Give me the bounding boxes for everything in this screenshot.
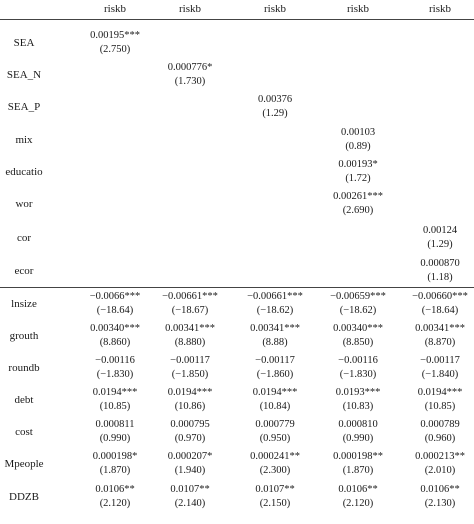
coefficient-cell: 0.000241** — [250, 451, 300, 462]
t-stat-cell: (−1.830) — [96, 369, 134, 380]
column-header: riskb — [179, 3, 201, 15]
t-stat-cell: (−1.840) — [421, 369, 459, 380]
coefficient-cell: 0.000811 — [95, 419, 135, 430]
row-label: grouth — [9, 330, 39, 342]
t-stat-cell: (2.300) — [259, 465, 291, 476]
coefficient-cell: 0.000198** — [333, 451, 383, 462]
t-stat-cell: (1.29) — [427, 239, 453, 250]
t-stat-cell: (8.880) — [174, 337, 206, 348]
t-stat-cell: (10.86) — [174, 401, 206, 412]
t-stat-cell: (8.870) — [424, 337, 456, 348]
t-stat-cell: (−1.830) — [339, 369, 377, 380]
t-stat-cell: (2.750) — [99, 44, 131, 55]
t-stat-cell: (1.29) — [262, 108, 288, 119]
row-label: roundb — [8, 362, 40, 374]
t-stat-cell: (10.85) — [99, 401, 131, 412]
t-stat-cell: (0.970) — [174, 433, 206, 444]
t-stat-cell: (−1.860) — [256, 369, 294, 380]
coefficient-cell: −0.00659*** — [330, 291, 386, 302]
coefficient-cell: 0.00341*** — [165, 323, 215, 334]
coefficient-cell: −0.00117 — [255, 355, 295, 366]
t-stat-cell: (−1.850) — [171, 369, 209, 380]
t-stat-cell: (1.940) — [174, 465, 206, 476]
coefficient-cell: 0.0106** — [420, 484, 460, 495]
t-stat-cell: (−18.62) — [256, 305, 294, 316]
coefficient-cell: 0.000213** — [415, 451, 465, 462]
coefficient-cell: 0.00124 — [422, 225, 458, 236]
row-label: debt — [14, 394, 34, 406]
row-label: mix — [15, 134, 33, 146]
t-stat-cell: (0.960) — [424, 433, 456, 444]
t-stat-cell: (1.870) — [99, 465, 131, 476]
t-stat-cell: (−18.67) — [171, 305, 209, 316]
row-label: cor — [16, 232, 32, 244]
coefficient-cell: 0.0194*** — [167, 387, 213, 398]
row-label: SEA_N — [6, 69, 42, 81]
row-label: SEA_P — [7, 101, 41, 113]
coefficient-cell: −0.00117 — [420, 355, 460, 366]
coefficient-cell: 0.0107** — [170, 484, 210, 495]
table-top-rule — [0, 19, 474, 20]
t-stat-cell: (10.83) — [342, 401, 374, 412]
t-stat-cell: (2.130) — [424, 498, 456, 509]
coefficient-cell: 0.00341*** — [250, 323, 300, 334]
row-label: DDZB — [9, 491, 39, 503]
coefficient-cell: 0.0107** — [255, 484, 295, 495]
t-stat-cell: (1.72) — [345, 173, 371, 184]
t-stat-cell: (1.18) — [427, 272, 453, 283]
coefficient-cell: 0.00340*** — [333, 323, 383, 334]
t-stat-cell: (0.990) — [99, 433, 131, 444]
coefficient-cell: −0.00661*** — [247, 291, 303, 302]
coefficient-cell: −0.00661*** — [162, 291, 218, 302]
t-stat-cell: (2.120) — [342, 498, 374, 509]
coefficient-cell: 0.000207* — [167, 451, 213, 462]
coefficient-cell: 0.00376 — [257, 94, 293, 105]
column-header: riskb — [264, 3, 286, 15]
coefficient-cell: 0.0106** — [95, 484, 135, 495]
t-stat-cell: (10.84) — [259, 401, 291, 412]
coefficient-cell: −0.00660*** — [412, 291, 468, 302]
coefficient-cell: 0.00103 — [340, 127, 376, 138]
row-label: ecor — [14, 265, 34, 277]
t-stat-cell: (0.950) — [259, 433, 291, 444]
coefficient-cell: −0.00116 — [338, 355, 378, 366]
row-label: lnsize — [11, 298, 37, 310]
t-stat-cell: (1.870) — [342, 465, 374, 476]
coefficient-cell: −0.0066*** — [89, 291, 141, 302]
t-stat-cell: (10.85) — [424, 401, 456, 412]
coefficient-cell: 0.00261*** — [333, 191, 383, 202]
coefficient-cell: 0.0194*** — [92, 387, 138, 398]
row-label: SEA — [13, 37, 35, 49]
t-stat-cell: (0.89) — [345, 141, 371, 152]
row-label: cost — [15, 426, 33, 438]
coefficient-cell: 0.0106** — [338, 484, 378, 495]
coefficient-cell: 0.000779 — [255, 419, 295, 430]
coefficient-cell: 0.000870 — [420, 258, 460, 269]
t-stat-cell: (−18.64) — [421, 305, 459, 316]
t-stat-cell: (8.860) — [99, 337, 131, 348]
coefficient-cell: 0.000789 — [420, 419, 460, 430]
t-stat-cell: (1.730) — [174, 76, 206, 87]
coefficient-cell: 0.00195*** — [90, 30, 140, 41]
row-label: educatio — [5, 166, 43, 178]
column-header: riskb — [429, 3, 451, 15]
t-stat-cell: (2.140) — [174, 498, 206, 509]
coefficient-cell: 0.000776* — [167, 62, 213, 73]
coefficient-cell: 0.0193*** — [335, 387, 381, 398]
coefficient-cell: 0.00341*** — [415, 323, 465, 334]
coefficient-cell: 0.0194*** — [252, 387, 298, 398]
coefficient-cell: 0.000810 — [338, 419, 378, 430]
coefficient-cell: −0.00117 — [170, 355, 210, 366]
coefficient-cell: −0.00116 — [95, 355, 135, 366]
t-stat-cell: (2.120) — [99, 498, 131, 509]
row-label: wor — [15, 198, 33, 210]
t-stat-cell: (2.150) — [259, 498, 291, 509]
t-stat-cell: (2.690) — [342, 205, 374, 216]
t-stat-cell: (2.010) — [424, 465, 456, 476]
coefficient-cell: 0.00193* — [338, 159, 378, 170]
table-mid-rule — [0, 287, 474, 288]
t-stat-cell: (0.990) — [342, 433, 374, 444]
coefficient-cell: 0.000795 — [170, 419, 210, 430]
coefficient-cell: 0.0194*** — [417, 387, 463, 398]
coefficient-cell: 0.000198* — [92, 451, 138, 462]
t-stat-cell: (−18.62) — [339, 305, 377, 316]
t-stat-cell: (−18.64) — [96, 305, 134, 316]
column-header: riskb — [104, 3, 126, 15]
column-header: riskb — [347, 3, 369, 15]
row-label: Mpeople — [4, 458, 44, 470]
t-stat-cell: (8.88) — [262, 337, 288, 348]
t-stat-cell: (8.850) — [342, 337, 374, 348]
coefficient-cell: 0.00340*** — [90, 323, 140, 334]
